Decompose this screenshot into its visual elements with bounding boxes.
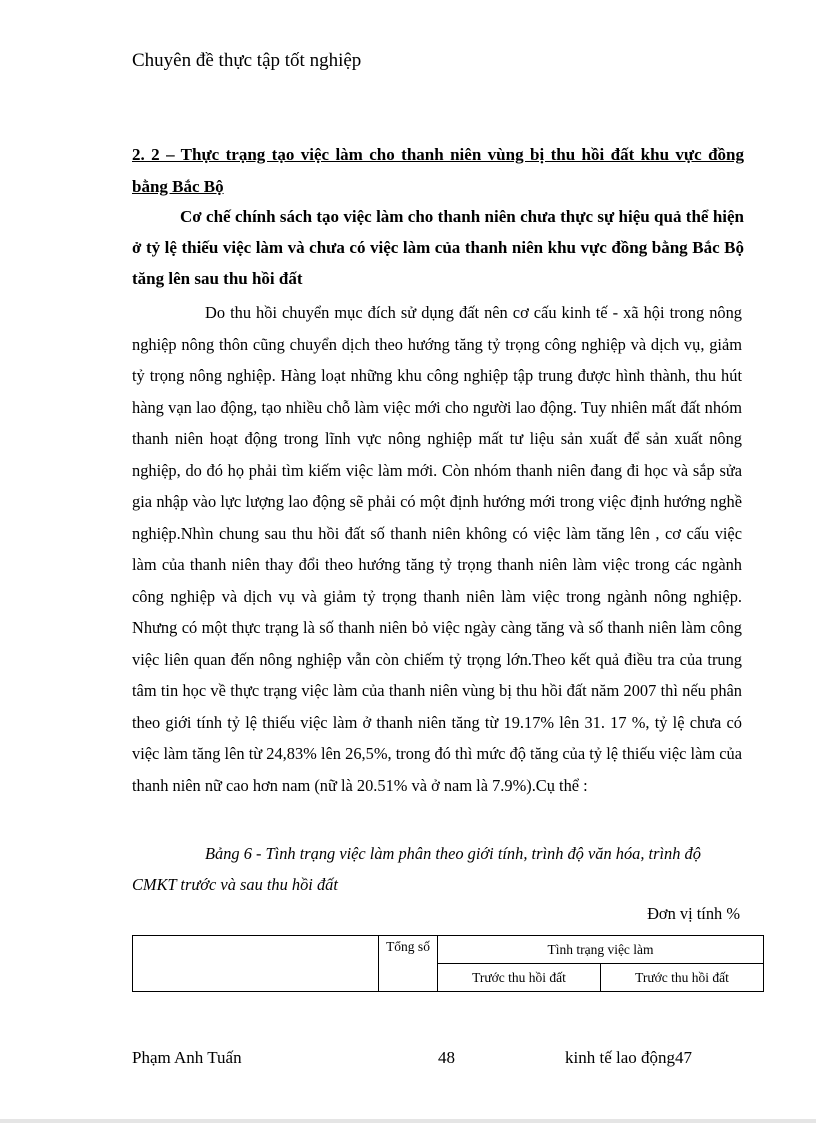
footer-author: Phạm Anh Tuấn <box>132 1048 242 1067</box>
employment-table <box>132 935 764 992</box>
empty-header-cell <box>133 936 379 992</box>
header-after: Trước thu hồi đất <box>601 964 764 992</box>
page-bottom-edge <box>0 1119 816 1123</box>
document-header: Chuyên đề thực tập tốt nghiệp <box>132 50 362 71</box>
header-status: Tình trạng việc làm <box>438 936 764 964</box>
footer-page-number: 48 <box>438 1048 455 1067</box>
body-paragraph: Do thu hồi chuyển mục đích sử dụng đất nên cơ cấu kinh tế - xã hội trong nông nghiệp nông thôn cũng chuyển dịch theo hướng tăng tỷ trọng công nghiệp và dịch vụ, giảm tỷ trọng nông nghiệp. Hàng loạt những khu công nghiệp tập trung được hình thành, thu hút hàng vạn lao động, tạo nhiều chỗ làm việc mới cho người lao động. Tuy nhiên mất đất nhóm thanh niên hoạt động trong lĩnh vực nông nghiệp mất tư liệu sản xuất để sản xuất nông nghiệp, do đó họ phải tìm kiếm việc làm mới. Còn nhóm thanh niên đang đi học và sắp sửa gia nhập vào lực lượng lao động sẽ phải có một định hướng mới trong việc định hướng nghề nghiệp.Nhìn chung sau thu hồi đất số thanh niên không có việc làm tăng lên , cơ cấu việc làm của thanh niên thay đổi theo hướng tăng tỷ trọng thanh niên làm việc trong các ngành công nghiệp và dịch vụ và giảm tỷ trọng thanh niên làm việc trong ngành nông nghiệp. Nhưng có một thực trạng là số thanh niên bỏ việc ngày càng tăng và số thanh niên làm công việc liên quan đến nông nghiệp vẫn còn chiếm tỷ trọng lớn.Theo kết quả điều tra của trung tâm tin học về thực trạng việc làm của thanh niên vùng bị thu hồi đất năm 2007 thì nếu phân theo giới tính tỷ lệ thiếu việc làm ở thanh niên tăng từ 19.17% lên 31. 17 %, tỷ lệ chưa có việc làm tăng lên từ 24,83% lên 26,5%, trong đó thì mức độ tăng của tỷ lệ thiếu việc làm của thanh niên nữ cao hơn nam (nữ là 20.51% và ở nam là 7.9%).Cụ thể : <box>132 303 742 795</box>
section-title: 2. 2 – Thực trạng tạo việc làm cho thanh niên vùng bị thu hồi đất khu vực đồng bằng Bắc Bộ <box>132 145 744 196</box>
unit-label: Đơn vị tính % <box>647 904 740 923</box>
intro-paragraph: Cơ chế chính sách tạo việc làm cho thanh niên chưa thực sự hiệu quả thể hiện ở tỷ lệ thiếu việc làm và chưa có việc làm của thanh niên khu vực đồng bằng Bắc Bộ tăng lên sau thu hồi đất <box>132 207 744 288</box>
footer-right-text: kinh tế lao động47 <box>565 1048 693 1067</box>
table-header-row <box>133 936 764 964</box>
table-caption: Bảng 6 - Tình trạng việc làm phân theo giới tính, trình độ văn hóa, trình độ CMKT trước và sau thu hồi đất <box>132 844 701 894</box>
header-total: Tổng số <box>379 936 438 992</box>
header-before: Trước thu hồi đất <box>438 964 601 992</box>
